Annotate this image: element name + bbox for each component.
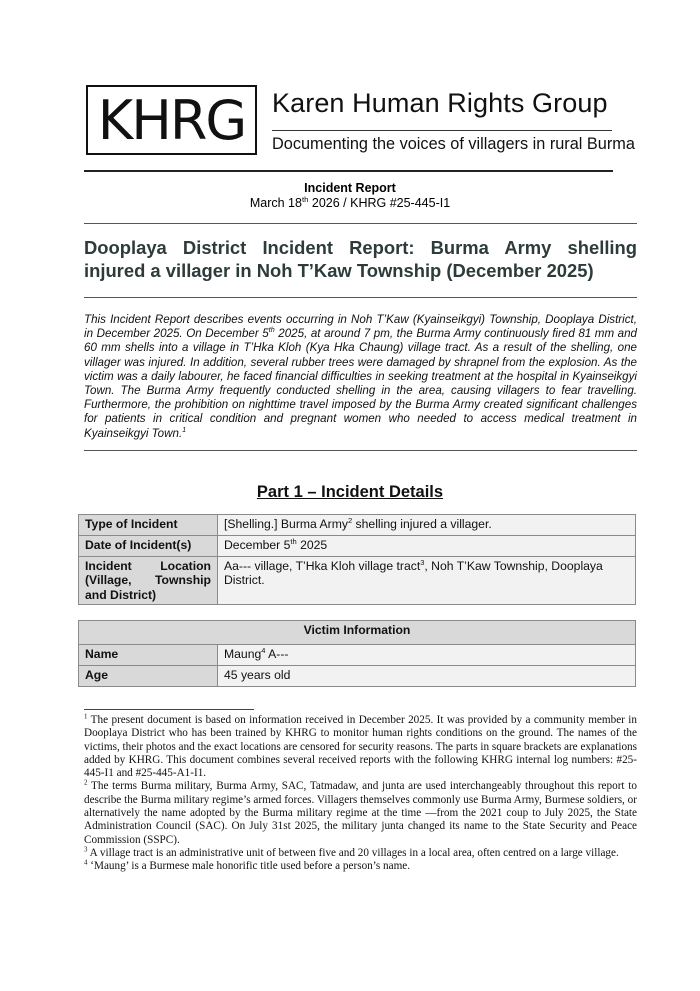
- row-label: Age: [79, 666, 218, 687]
- footnote-ref-3[interactable]: 3: [420, 557, 425, 567]
- footnote-text: The terms Burma military, Burma Army, SAC, Tatmadaw, and junta are used interchangeably throughout this report to describe the Burma military regime’s armed forces. Villagers themselves commonly use Burma Army, Burmese soldiers, or alternatively the name adopted by the Burma military regime at the time —from the 2021 coup to July 2025, the State Administration Council (SAC). On July 31st 2025, the military junta changed its name to the State Security and Peace Commission (SSPC).: [84, 780, 637, 846]
- footnote-ref-4[interactable]: 4: [261, 645, 266, 655]
- footnote-number: 1: [84, 712, 88, 721]
- value-text: Maung: [224, 647, 262, 661]
- footnote-1: [84, 714, 637, 780]
- value-text: , Noh T’Kaw Township, Dooplaya District.: [224, 559, 603, 588]
- row-label: Date of Incident(s): [79, 536, 218, 557]
- summary-text-1: This Incident Report describes events occurring in Noh T’Kaw (Kyainseikgyi) Township, Dooplaya District, in December 2025. On December 5: [84, 313, 637, 341]
- footnote-text: A village tract is an administrative unit of between five and 20 villages in a local area, often centred on a large village.: [87, 846, 619, 859]
- value-text: A---: [265, 647, 289, 661]
- footnote-number: 3: [84, 845, 88, 854]
- organization-tagline: Documenting the voices of villagers in rural Burma: [272, 135, 635, 153]
- row-label: Type of Incident: [79, 515, 218, 536]
- row-value: [218, 666, 636, 687]
- organization-name: Karen Human Rights Group: [272, 88, 608, 118]
- victim-information-table: [78, 620, 636, 687]
- report-date-line: [0, 196, 700, 211]
- row-value: [218, 515, 636, 536]
- incident-details-table: [78, 514, 636, 605]
- title-bottom-rule: [84, 297, 637, 298]
- footnote-3: [84, 847, 637, 860]
- part1-heading: Part 1 – Incident Details: [256, 483, 444, 501]
- summary-bottom-rule: [84, 450, 637, 451]
- table-row: [79, 536, 636, 557]
- footnote-ref-2[interactable]: 2: [347, 515, 353, 525]
- report-type: Incident Report: [304, 181, 396, 195]
- value-text: 2025: [296, 538, 328, 552]
- header-divider: [272, 130, 612, 131]
- value-text: December 5: [224, 538, 291, 552]
- summary-sup: th: [268, 325, 275, 335]
- table-row: [79, 666, 636, 687]
- row-value: [218, 557, 636, 605]
- value-sup: th: [290, 536, 297, 546]
- header-rule: [84, 170, 613, 172]
- value-text: shelling injured a villager.: [352, 517, 492, 531]
- value-text: [Shelling.] Burma Army: [224, 517, 348, 531]
- footnote-text: The present document is based on information received in December 2025. It was provided by a community member in Dooplaya District who has been trained by KHRG to monitor human rights conditions on the ground. The names of the victims, their photos and the exact locations are censored for security reasons. The parts in square brackets are explanations added by KHRG. This document combines several received reports with the following KHRG internal log numbers: #25-445-I1 and #25-445-A1-I1.: [84, 714, 637, 780]
- report-date-prefix: March 18: [249, 196, 302, 210]
- row-label: Name: [79, 645, 218, 666]
- row-label: Incident Location (Village, Township and District): [79, 557, 218, 605]
- report-date-sup: th: [301, 194, 309, 204]
- value-text: Aa--- village, T’Hka Kloh village tract: [224, 559, 421, 573]
- report-title: [84, 236, 637, 282]
- footnote-ref-1[interactable]: 1: [182, 424, 187, 434]
- summary-paragraph: [84, 313, 637, 441]
- footnote-4: [84, 860, 637, 873]
- logo-text: KHRG: [97, 89, 246, 152]
- report-title-line-2: injured a villager in Noh T’Kaw Township (December 2025): [84, 260, 594, 281]
- value-text: 45 years old: [224, 668, 291, 682]
- table-row: [79, 557, 636, 605]
- table-row: [79, 645, 636, 666]
- footnote-number: 4: [84, 858, 88, 867]
- footnote-number: 2: [84, 778, 88, 787]
- table-row: [79, 515, 636, 536]
- footnote-separator: [84, 709, 254, 710]
- row-value: [218, 645, 636, 666]
- footnotes: [84, 714, 637, 874]
- victim-table-heading: Victim Information: [79, 621, 636, 645]
- footnote-2: [84, 780, 637, 846]
- title-top-rule: [84, 223, 637, 224]
- report-title-line-1: Dooplaya District Incident Report: Burma Army shelling: [84, 237, 637, 258]
- summary-text-2: 2025, at around 7 pm, the Burma Army continuously fired 81 mm and 60 mm shells into a village in T’Hka Kloh (Kya Hka Chaung) village tract. As a result of the shelling, one villager was injured. In addition, several rubber trees were damaged by shrapnel from the explosion. As the victim was a daily labourer, he faced financial difficulties in seeking treatment at the hospital in Kyainseikgyi Town. The Burma Army frequently conducted shelling in the area, causing villagers to fear travelling. Furthermore, the prohibition on nighttime travel imposed by the Burma Army created significant challenges for patients in critical condition and pregnant women who needed to access medical treatment in Kyainseikgyi Town.: [84, 327, 638, 440]
- report-date-suffix: 2026 / KHRG #25-445-I1: [308, 196, 451, 210]
- footnote-text: ‘Maung’ is a Burmese male honorific title used before a person’s name.: [87, 860, 411, 873]
- table-header-row: [79, 621, 636, 645]
- khrg-logo: [86, 85, 257, 155]
- row-value: [218, 536, 636, 557]
